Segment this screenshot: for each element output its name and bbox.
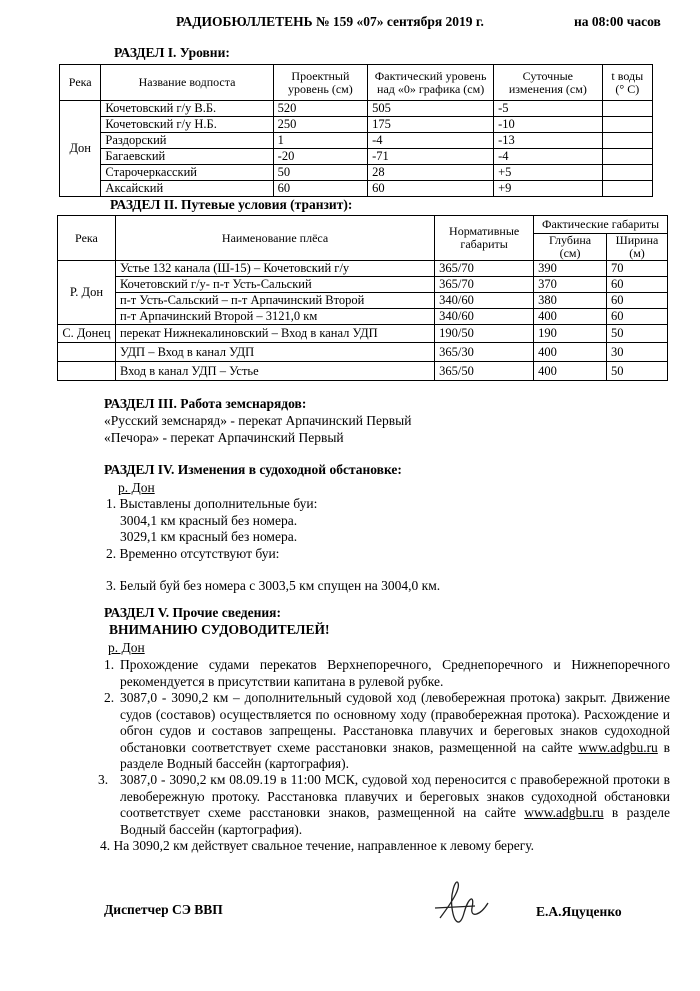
daily-change: -5 <box>494 101 603 117</box>
table-row <box>60 149 653 165</box>
actual-level: 28 <box>368 165 494 181</box>
normative: 365/50 <box>435 362 534 381</box>
project-level: 60 <box>273 181 367 197</box>
depth: 400 <box>534 362 607 381</box>
header-water-temp: t воды (° С) <box>602 65 652 101</box>
daily-change: -4 <box>494 149 603 165</box>
paragraph-1: Прохождение судами перекатов Верхнепоречного, Среднепоречного и Нижнепоречного рекомендуется в присутствии капитана в рулевой рубке. <box>120 657 670 689</box>
header-project-level: Проектный уровень (см) <box>273 65 367 101</box>
table-row <box>58 293 668 309</box>
route-conditions-table <box>57 215 668 381</box>
header-normative: Нормативные габариты <box>435 216 534 261</box>
project-level: -20 <box>273 149 367 165</box>
post-name: Аксайский <box>101 181 273 197</box>
daily-change: -10 <box>494 117 603 133</box>
post-name: Кочетовский г/у Н.Б. <box>101 117 273 133</box>
water-temp <box>602 181 652 197</box>
actual-level: 60 <box>368 181 494 197</box>
reach-name: перекат Нижнекалиновский – Вход в канал УДП <box>115 325 434 343</box>
section4-item1a: 3004,1 км красный без номера. <box>120 513 298 528</box>
normative: 340/60 <box>435 293 534 309</box>
table-row <box>58 362 668 381</box>
header-daily-change: Суточные изменения (см) <box>494 65 603 101</box>
p2-number: 2. <box>104 690 115 705</box>
paragraph-2-tail: в разделе Водный бассейн (картография). <box>120 739 671 771</box>
actual-level: 175 <box>368 117 494 133</box>
header-actual-dimensions: Фактические габариты <box>534 216 668 234</box>
section4-title: РАЗДЕЛ IV. Изменения в судоходной обстановке: <box>104 462 402 477</box>
depth: 370 <box>534 277 607 293</box>
site-link[interactable]: www.adgbu.ru <box>578 739 658 755</box>
post-name: Багаевский <box>101 149 273 165</box>
normative: 365/30 <box>435 343 534 362</box>
post-name: Раздорский <box>101 133 273 149</box>
paragraph-3-tail: в разделе Водный бассейн (картография). <box>120 805 671 837</box>
project-level: 250 <box>273 117 367 133</box>
width: 60 <box>607 293 668 309</box>
paragraph-2 <box>120 690 670 773</box>
p1-number: 1. <box>104 657 115 672</box>
reach-name: Кочетовский г/у- п-т Усть-Сальский <box>115 277 434 293</box>
bulletin-time: на 08:00 часов <box>574 14 661 29</box>
table-row <box>60 101 653 117</box>
levels-table <box>59 64 653 197</box>
actual-level: -4 <box>368 133 494 149</box>
section4-river: р. Дон <box>118 480 155 495</box>
header-reach-name: Наименование плёса <box>115 216 434 261</box>
header-actual-level: Фактический уровень над «0» графика (см) <box>368 65 494 101</box>
water-temp <box>602 165 652 181</box>
reach-name: Устье 132 канала (Ш-15) – Кочетовский г/у <box>115 261 434 277</box>
section2-title: РАЗДЕЛ II. Путевые условия (транзит): <box>110 197 353 212</box>
width: 60 <box>607 309 668 325</box>
section3-title: РАЗДЕЛ III. Работа земснарядов: <box>104 396 307 411</box>
normative: 340/60 <box>435 309 534 325</box>
normative: 365/70 <box>435 261 534 277</box>
p3-number: 3. <box>98 772 109 787</box>
table-row <box>58 343 668 362</box>
section1-title: РАЗДЕЛ I. Уровни: <box>114 45 230 60</box>
depth: 190 <box>534 325 607 343</box>
depth: 390 <box>534 261 607 277</box>
table-row <box>58 325 668 343</box>
river-cell: Р. Дон <box>58 261 116 325</box>
daily-change: +9 <box>494 181 603 197</box>
header-river: Река <box>58 216 116 261</box>
table-row <box>58 261 668 277</box>
river-cell: Дон <box>60 101 101 197</box>
post-name: Кочетовский г/у В.Б. <box>101 101 273 117</box>
river-cell: С. Донец <box>58 325 116 343</box>
paragraph-3-text: 3087,0 - 3090,2 км 08.09.19 в 11:00 МСК, судовой ход переносится с правобережной протоки в левобережную протоку. Расстановка плавучих и береговых знаков судоходной обстановки соответствует схеме расстановки знаков, размещенной на сайте <box>120 772 670 820</box>
table-row <box>60 117 653 133</box>
post-name: Старочеркасский <box>101 165 273 181</box>
width: 30 <box>607 343 668 362</box>
levels-header-row <box>60 65 653 101</box>
width: 70 <box>607 261 668 277</box>
reach-name: п-т Усть-Сальский – п-т Арпачинский Второй <box>115 293 434 309</box>
route-header-row <box>58 216 668 234</box>
dispatcher-title: Диспетчер СЭ ВВП <box>104 902 223 917</box>
table-row <box>58 309 668 325</box>
actual-level: -71 <box>368 149 494 165</box>
reach-name: УДП – Вход в канал УДП <box>115 343 434 362</box>
normative: 365/70 <box>435 277 534 293</box>
project-level: 520 <box>273 101 367 117</box>
water-temp <box>602 101 652 117</box>
river-cell-empty <box>58 362 116 381</box>
reach-name: п-т Арпачинский Второй – 3121,0 км <box>115 309 434 325</box>
daily-change: +5 <box>494 165 603 181</box>
water-temp <box>602 149 652 165</box>
project-level: 1 <box>273 133 367 149</box>
header-river: Река <box>60 65 101 101</box>
table-row <box>60 181 653 197</box>
section4-item2: 2. Временно отсутствуют буи: <box>106 546 280 561</box>
width: 60 <box>607 277 668 293</box>
paragraph-3 <box>120 772 670 838</box>
width: 50 <box>607 325 668 343</box>
dredger-line-2: «Печора» - перекат Арпачинский Первый <box>104 430 344 445</box>
attention-heading: ВНИМАНИЮ СУДОВОДИТЕЛЕЙ! <box>109 622 330 637</box>
depth: 380 <box>534 293 607 309</box>
paragraph-2-text: 3087,0 - 3090,2 км – дополнительный судовой ход (левобережная протока) закрыт. Движение судов (составов) осуществляется по основному ходу (правобережная протока). Расхождение и обгон судов и составов запрещены. Расстановка плавучих и береговых знаков судоходной обстановки соответствует схеме расстановки знаков, размещенной на сайте <box>120 690 670 755</box>
daily-change: -13 <box>494 133 603 149</box>
section5-river: р. Дон <box>108 640 145 655</box>
reach-name: Вход в канал УДП – Устье <box>115 362 434 381</box>
depth: 400 <box>534 309 607 325</box>
river-cell-empty <box>58 343 116 362</box>
signature <box>430 878 510 933</box>
bulletin-title: РАДИОБЮЛЛЕТЕНЬ № 159 «07» сентября 2019 г. <box>176 14 484 29</box>
section4-item3: 3. Белый буй без номера с 3003,5 км спущен на 3004,0 км. <box>106 578 441 593</box>
section4-item1: 1. Выставлены дополнительные буи: <box>106 496 318 511</box>
section4-item1b: 3029,1 км красный без номера. <box>120 529 298 544</box>
table-row <box>60 133 653 149</box>
header-post-name: Название водпоста <box>101 65 273 101</box>
water-temp <box>602 117 652 133</box>
header-depth: Глубина (см) <box>534 234 607 261</box>
project-level: 50 <box>273 165 367 181</box>
site-link[interactable]: www.adgbu.ru <box>524 805 604 820</box>
dispatcher-name: Е.А.Яцуценко <box>536 904 622 919</box>
water-temp <box>602 133 652 149</box>
dredger-line-1: «Русский земснаряд» - перекат Арпачинский Первый <box>104 413 412 428</box>
header-width: Ширина (м) <box>607 234 668 261</box>
section5-title: РАЗДЕЛ V. Прочие сведения: <box>104 605 281 620</box>
paragraph-4: 4. На 3090,2 км действует свальное течение, направленное к левому берегу. <box>100 838 535 853</box>
normative: 190/50 <box>435 325 534 343</box>
width: 50 <box>607 362 668 381</box>
table-row <box>60 165 653 181</box>
table-row <box>58 277 668 293</box>
actual-level: 505 <box>368 101 494 117</box>
depth: 400 <box>534 343 607 362</box>
